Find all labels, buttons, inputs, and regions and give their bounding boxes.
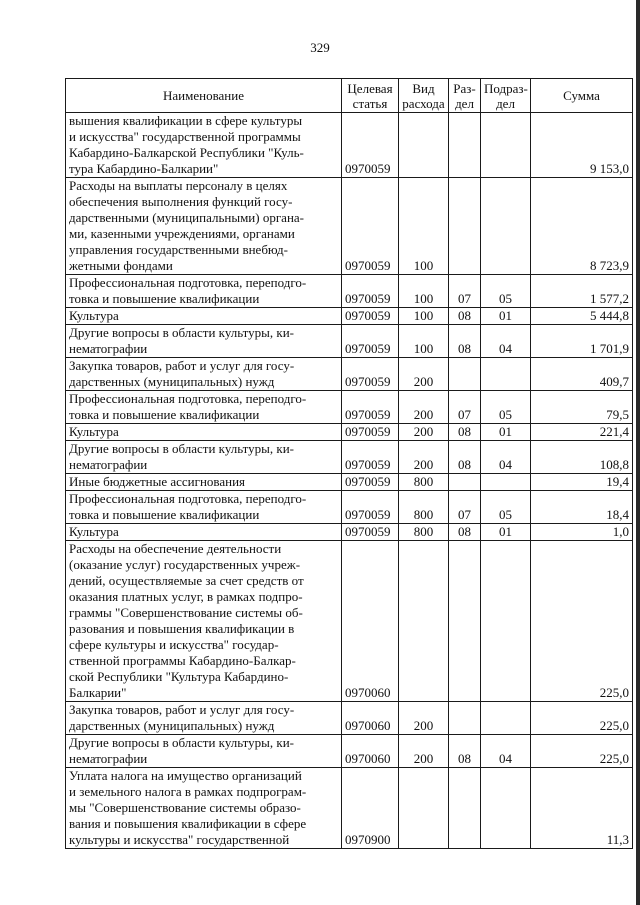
cell-name-line: вания и повышения квалификации в сфере	[69, 816, 307, 831]
header-subsection	[481, 79, 531, 113]
cell-name-line: Профессиональная подготовка, переподго-	[69, 275, 307, 290]
cell-section: 07	[449, 491, 481, 524]
cell-target: 0970060	[342, 735, 399, 768]
cell-subsection: 04	[481, 735, 531, 768]
cell-subsection: 05	[481, 391, 531, 424]
cell-section: 07	[449, 391, 481, 424]
cell-target: 0970059	[342, 308, 399, 325]
table-row	[66, 524, 633, 541]
cell-type: 200	[399, 441, 449, 474]
header-subsection-line1: Подраз-	[484, 80, 528, 96]
table-row	[66, 113, 633, 178]
cell-name	[66, 325, 342, 358]
cell-type: 800	[399, 491, 449, 524]
cell-target: 0970059	[342, 524, 399, 541]
cell-subsection	[481, 768, 531, 849]
cell-sum: 225,0	[531, 735, 633, 768]
cell-subsection	[481, 113, 531, 178]
table-row	[66, 178, 633, 275]
cell-name-line: и земельного налога в рамках подпрограм-	[69, 784, 307, 799]
table-row	[66, 325, 633, 358]
cell-name-line: оказания платных услуг, в рамках подпро-	[69, 589, 303, 604]
cell-name	[66, 391, 342, 424]
cell-type: 100	[399, 308, 449, 325]
cell-section: 08	[449, 308, 481, 325]
cell-subsection	[481, 541, 531, 702]
cell-name-line: Расходы на выплаты персоналу в целях	[69, 178, 288, 193]
cell-section	[449, 358, 481, 391]
cell-type: 800	[399, 474, 449, 491]
table-body	[66, 113, 633, 849]
cell-type	[399, 541, 449, 702]
cell-name-line: и искусства" государственной программы	[69, 129, 301, 144]
cell-section: 08	[449, 325, 481, 358]
cell-name-line: культуры и искусства" государственной	[69, 832, 290, 847]
cell-name-line: Иные бюджетные ассигнования	[69, 474, 246, 489]
cell-name-line: дарственными (муниципальными) органа-	[69, 210, 305, 225]
cell-subsection: 01	[481, 524, 531, 541]
cell-subsection	[481, 474, 531, 491]
cell-name	[66, 178, 342, 275]
cell-name-line: Закупка товаров, работ и услуг для госу-	[69, 358, 295, 373]
cell-name-line: Культура	[69, 308, 119, 323]
cell-name-line: Другие вопросы в области культуры, ки-	[69, 325, 295, 340]
cell-sum: 18,4	[531, 491, 633, 524]
table-row	[66, 735, 633, 768]
table-row	[66, 474, 633, 491]
table-row	[66, 424, 633, 441]
cell-name-line: Культура	[69, 424, 119, 439]
table-row	[66, 275, 633, 308]
cell-type	[399, 113, 449, 178]
cell-name-line: товка и повышение квалификации	[69, 291, 260, 306]
cell-name-line: (оказание услуг) государственных учреж-	[69, 557, 301, 572]
cell-sum: 5 444,8	[531, 308, 633, 325]
budget-table	[65, 78, 633, 849]
cell-sum: 1,0	[531, 524, 633, 541]
cell-name	[66, 441, 342, 474]
cell-name	[66, 541, 342, 702]
cell-target: 0970059	[342, 325, 399, 358]
cell-type: 200	[399, 735, 449, 768]
cell-section	[449, 768, 481, 849]
cell-name	[66, 768, 342, 849]
cell-name	[66, 474, 342, 491]
cell-sum: 19,4	[531, 474, 633, 491]
header-target-line1: Целевая	[347, 80, 393, 96]
cell-name-line: нематографии	[69, 341, 148, 356]
cell-name-line: управления государственными внебюд-	[69, 242, 288, 257]
cell-subsection: 01	[481, 424, 531, 441]
cell-name-line: Другие вопросы в области культуры, ки-	[69, 441, 295, 456]
cell-subsection: 01	[481, 308, 531, 325]
cell-sum: 225,0	[531, 702, 633, 735]
cell-subsection: 04	[481, 441, 531, 474]
cell-name-line: нематографии	[69, 751, 148, 766]
cell-name-line: сфере культуры и искусства" государ-	[69, 637, 279, 652]
cell-section	[449, 702, 481, 735]
table-header-row	[66, 79, 633, 113]
cell-sum: 409,7	[531, 358, 633, 391]
cell-type: 100	[399, 325, 449, 358]
cell-target: 0970060	[342, 541, 399, 702]
cell-name-line: Расходы на обеспечение деятельности	[69, 541, 282, 556]
cell-target: 0970900	[342, 768, 399, 849]
cell-target: 0970059	[342, 391, 399, 424]
table-row	[66, 358, 633, 391]
cell-section: 07	[449, 275, 481, 308]
cell-name-line: дарственных (муниципальных) нужд	[69, 718, 275, 733]
cell-subsection: 04	[481, 325, 531, 358]
cell-type: 100	[399, 275, 449, 308]
cell-target: 0970059	[342, 491, 399, 524]
cell-name-line: тура Кабардино-Балкарии"	[69, 161, 219, 176]
header-section	[449, 79, 481, 113]
cell-name-line: нематографии	[69, 457, 148, 472]
cell-subsection	[481, 358, 531, 391]
cell-name-line: Профессиональная подготовка, переподго-	[69, 491, 307, 506]
cell-target: 0970059	[342, 113, 399, 178]
header-section-line1: Раз-	[453, 80, 476, 96]
header-target-line2: статья	[352, 95, 388, 111]
cell-type	[399, 768, 449, 849]
cell-subsection: 05	[481, 491, 531, 524]
cell-type: 100	[399, 178, 449, 275]
cell-name	[66, 113, 342, 178]
cell-target: 0970059	[342, 275, 399, 308]
cell-section	[449, 178, 481, 275]
cell-target: 0970059	[342, 178, 399, 275]
cell-section	[449, 541, 481, 702]
cell-sum: 108,8	[531, 441, 633, 474]
cell-name	[66, 524, 342, 541]
cell-sum: 225,0	[531, 541, 633, 702]
cell-section: 08	[449, 524, 481, 541]
header-target	[342, 79, 399, 113]
cell-name-line: ской Республики "Культура Кабардино-	[69, 669, 289, 684]
cell-type: 200	[399, 391, 449, 424]
cell-name-line: товка и повышение квалификации	[69, 507, 260, 522]
cell-type: 800	[399, 524, 449, 541]
cell-sum: 8 723,9	[531, 178, 633, 275]
table-row	[66, 768, 633, 849]
cell-target: 0970060	[342, 702, 399, 735]
cell-section: 08	[449, 441, 481, 474]
cell-name-line: Уплата налога на имущество организаций	[69, 768, 302, 783]
cell-section: 08	[449, 424, 481, 441]
cell-target: 0970059	[342, 441, 399, 474]
cell-name	[66, 308, 342, 325]
cell-name-line: граммы "Совершенствование системы об-	[69, 605, 303, 620]
table-row	[66, 441, 633, 474]
cell-name-line: Другие вопросы в области культуры, ки-	[69, 735, 295, 750]
cell-name-line: обеспечения выполнения функций госу-	[69, 194, 293, 209]
cell-name-line: дарственных (муниципальных) нужд	[69, 374, 275, 389]
table-row	[66, 702, 633, 735]
cell-name-line: вышения квалификации в сфере культуры	[69, 113, 303, 128]
cell-name-line: Профессиональная подготовка, переподго-	[69, 391, 307, 406]
scan-edge	[636, 0, 640, 905]
cell-sum: 79,5	[531, 391, 633, 424]
cell-type: 200	[399, 424, 449, 441]
cell-name	[66, 275, 342, 308]
cell-section	[449, 474, 481, 491]
cell-target: 0970059	[342, 474, 399, 491]
table-row	[66, 308, 633, 325]
table-row	[66, 491, 633, 524]
header-name: Наименование	[66, 79, 342, 113]
header-section-line2: дел	[455, 95, 474, 111]
cell-name	[66, 702, 342, 735]
header-subsection-line2: дел	[496, 95, 515, 111]
cell-name-line: товка и повышение квалификации	[69, 407, 260, 422]
cell-sum: 1 577,2	[531, 275, 633, 308]
header-type-line2: расхода	[402, 95, 445, 111]
cell-sum: 11,3	[531, 768, 633, 849]
cell-name	[66, 424, 342, 441]
cell-sum: 221,4	[531, 424, 633, 441]
cell-name-line: Закупка товаров, работ и услуг для госу-	[69, 702, 295, 717]
cell-subsection	[481, 178, 531, 275]
cell-name	[66, 491, 342, 524]
cell-target: 0970059	[342, 358, 399, 391]
cell-name-line: Балкарии"	[69, 685, 127, 700]
cell-type: 200	[399, 358, 449, 391]
cell-sum: 9 153,0	[531, 113, 633, 178]
header-sum: Сумма	[531, 79, 633, 113]
cell-target: 0970059	[342, 424, 399, 441]
cell-subsection: 05	[481, 275, 531, 308]
cell-name-line: ми, казенными учреждениями, органами	[69, 226, 295, 241]
cell-name-line: Кабардино-Балкарской Республики "Куль-	[69, 145, 304, 160]
table-row	[66, 391, 633, 424]
cell-name	[66, 735, 342, 768]
cell-sum: 1 701,9	[531, 325, 633, 358]
cell-subsection	[481, 702, 531, 735]
cell-name	[66, 358, 342, 391]
cell-name-line: разования и повышения квалификации в	[69, 621, 295, 636]
cell-name-line: дений, осуществляемые за счет средств от	[69, 573, 304, 588]
cell-name-line: ственной программы Кабардино-Балкар-	[69, 653, 296, 668]
cell-type: 200	[399, 702, 449, 735]
header-type-line1: Вид	[412, 80, 435, 96]
cell-name-line: Культура	[69, 524, 119, 539]
page-number: 329	[310, 40, 330, 55]
header-type	[399, 79, 449, 113]
cell-section	[449, 113, 481, 178]
cell-section: 08	[449, 735, 481, 768]
table-row	[66, 541, 633, 702]
cell-name-line: мы "Совершенствование системы образо-	[69, 800, 301, 815]
cell-name-line: жетными фондами	[69, 258, 173, 273]
